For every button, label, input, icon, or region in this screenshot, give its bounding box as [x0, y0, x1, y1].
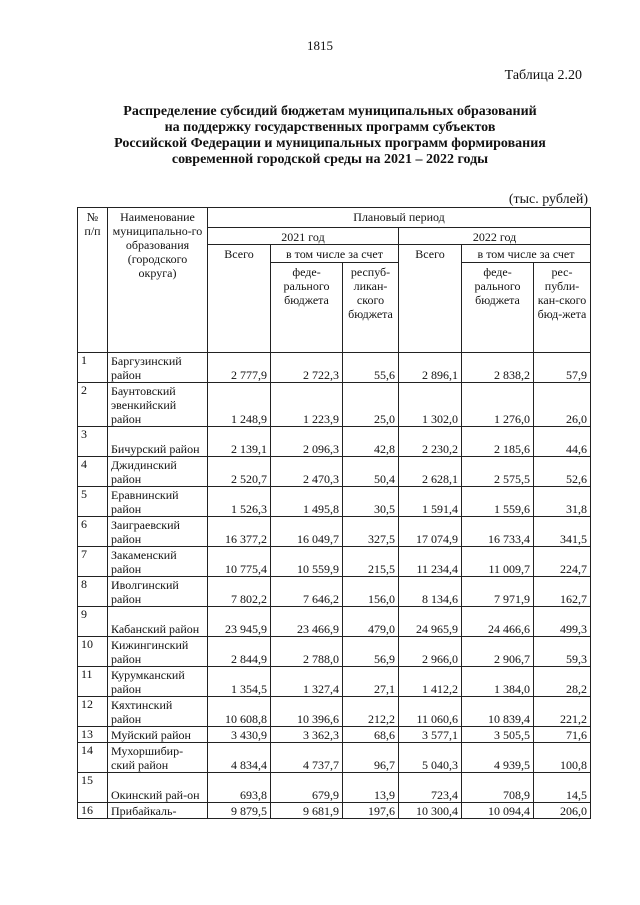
units-label: (тыс. рублей) [508, 192, 588, 207]
federal-2022: 1 384,0 [462, 667, 534, 697]
header-name: Наименование муниципально-го образования (городского округа) [108, 208, 208, 353]
table-row [78, 457, 591, 487]
republic-2021: 156,0 [343, 577, 399, 607]
header-republic-2021: респуб-ликан-ского бюджета [343, 263, 399, 353]
title-line: современной городской среды на 2021 – 2022 годы [171, 152, 489, 167]
total-2021: 2 844,9 [208, 637, 271, 667]
header-including-2021: в том числе за счет [271, 245, 399, 263]
header-including-2022: в том числе за счет [462, 245, 591, 263]
republic-2022: 59,3 [534, 637, 591, 667]
total-2022: 3 577,1 [399, 727, 462, 743]
republic-2022: 71,6 [534, 727, 591, 743]
total-2021: 10 608,8 [208, 697, 271, 727]
header-year-2021: 2021 год [208, 228, 399, 245]
republic-2022: 28,2 [534, 667, 591, 697]
federal-2022: 10 839,4 [462, 697, 534, 727]
total-2021: 693,8 [208, 773, 271, 803]
federal-2021: 2 096,3 [271, 427, 343, 457]
republic-2021: 197,6 [343, 803, 399, 819]
table-row [78, 427, 591, 457]
total-2022: 8 134,6 [399, 577, 462, 607]
federal-2021: 3 362,3 [271, 727, 343, 743]
table-row [78, 803, 591, 819]
total-2021: 2 777,9 [208, 353, 271, 383]
table-label: Таблица 2.20 [504, 68, 582, 83]
federal-2022: 7 971,9 [462, 577, 534, 607]
federal-2021: 1 327,4 [271, 667, 343, 697]
header-planned-period: Плановый период [208, 208, 591, 228]
federal-2022: 11 009,7 [462, 547, 534, 577]
header-number: № п/п [78, 208, 108, 353]
municipality-name: Окинский рай-он [108, 773, 208, 803]
municipality-name: Иволгинский район [108, 577, 208, 607]
row-number: 12 [78, 697, 108, 727]
table-header [78, 208, 591, 353]
republic-2022: 221,2 [534, 697, 591, 727]
total-2022: 1 412,2 [399, 667, 462, 697]
header-federal-2022: феде-рального бюджета [462, 263, 534, 353]
municipality-name: Кяхтинский район [108, 697, 208, 727]
row-number: 5 [78, 487, 108, 517]
republic-2021: 27,1 [343, 667, 399, 697]
federal-2021: 23 466,9 [271, 607, 343, 637]
total-2022: 5 040,3 [399, 743, 462, 773]
header-federal-2021: феде-рального бюджета [271, 263, 343, 353]
municipality-name: Прибайкаль- [108, 803, 208, 819]
total-2021: 2 139,1 [208, 427, 271, 457]
federal-2022: 3 505,5 [462, 727, 534, 743]
row-number: 7 [78, 547, 108, 577]
table-row [78, 667, 591, 697]
row-number: 6 [78, 517, 108, 547]
republic-2022: 499,3 [534, 607, 591, 637]
federal-2021: 4 737,7 [271, 743, 343, 773]
republic-2021: 215,5 [343, 547, 399, 577]
municipality-name: Заиграевский район [108, 517, 208, 547]
municipality-name: Мухоршибир-ский район [108, 743, 208, 773]
republic-2021: 68,6 [343, 727, 399, 743]
row-number: 15 [78, 773, 108, 803]
municipality-name: Муйский район [108, 727, 208, 743]
total-2021: 2 520,7 [208, 457, 271, 487]
federal-2022: 4 939,5 [462, 743, 534, 773]
row-number: 4 [78, 457, 108, 487]
federal-2021: 1 223,9 [271, 383, 343, 427]
table-row [78, 697, 591, 727]
title-line: Российской Федерации и муниципальных программ формирования [114, 136, 546, 151]
federal-2022: 1 559,6 [462, 487, 534, 517]
republic-2021: 479,0 [343, 607, 399, 637]
row-number: 8 [78, 577, 108, 607]
republic-2021: 42,8 [343, 427, 399, 457]
republic-2022: 224,7 [534, 547, 591, 577]
total-2022: 11 234,4 [399, 547, 462, 577]
republic-2022: 341,5 [534, 517, 591, 547]
table-row [78, 517, 591, 547]
row-number: 16 [78, 803, 108, 819]
federal-2021: 9 681,9 [271, 803, 343, 819]
total-2022: 24 965,9 [399, 607, 462, 637]
table-row [78, 577, 591, 607]
row-number: 11 [78, 667, 108, 697]
republic-2021: 25,0 [343, 383, 399, 427]
federal-2022: 2 185,6 [462, 427, 534, 457]
page-number: 1815 [307, 38, 333, 53]
federal-2021: 10 396,6 [271, 697, 343, 727]
total-2022: 1 302,0 [399, 383, 462, 427]
title-line: на поддержку государственных программ субъектов [164, 120, 496, 135]
municipality-name: Еравнинский район [108, 487, 208, 517]
republic-2021: 50,4 [343, 457, 399, 487]
header-republic-2022: рес-публи-кан-ского бюд-жета [534, 263, 591, 353]
federal-2021: 7 646,2 [271, 577, 343, 607]
row-number: 1 [78, 353, 108, 383]
federal-2022: 2 906,7 [462, 637, 534, 667]
row-number: 14 [78, 743, 108, 773]
republic-2022: 206,0 [534, 803, 591, 819]
table-row [78, 637, 591, 667]
republic-2021: 30,5 [343, 487, 399, 517]
total-2021: 1 354,5 [208, 667, 271, 697]
row-number: 10 [78, 637, 108, 667]
total-2021: 7 802,2 [208, 577, 271, 607]
header-year-2022: 2022 год [399, 228, 591, 245]
header-total-2021: Всего [208, 245, 271, 353]
municipality-name: Курумканский район [108, 667, 208, 697]
federal-2021: 2 722,3 [271, 353, 343, 383]
table-body [78, 353, 591, 819]
municipality-name: Баргузинский район [108, 353, 208, 383]
table-row [78, 607, 591, 637]
total-2022: 11 060,6 [399, 697, 462, 727]
federal-2022: 1 276,0 [462, 383, 534, 427]
republic-2022: 44,6 [534, 427, 591, 457]
table-row [78, 487, 591, 517]
total-2022: 2 896,1 [399, 353, 462, 383]
subsidies-table [77, 207, 591, 819]
republic-2021: 55,6 [343, 353, 399, 383]
municipality-name: Баунтовский эвенкийский район [108, 383, 208, 427]
row-number: 13 [78, 727, 108, 743]
federal-2022: 16 733,4 [462, 517, 534, 547]
document-title [70, 104, 590, 168]
republic-2022: 14,5 [534, 773, 591, 803]
federal-2021: 2 470,3 [271, 457, 343, 487]
total-2022: 2 230,2 [399, 427, 462, 457]
republic-2022: 31,8 [534, 487, 591, 517]
total-2021: 10 775,4 [208, 547, 271, 577]
federal-2022: 24 466,6 [462, 607, 534, 637]
federal-2021: 679,9 [271, 773, 343, 803]
federal-2021: 10 559,9 [271, 547, 343, 577]
header-total-2022: Всего [399, 245, 462, 353]
total-2021: 3 430,9 [208, 727, 271, 743]
total-2022: 10 300,4 [399, 803, 462, 819]
total-2021: 4 834,4 [208, 743, 271, 773]
municipality-name: Закаменский район [108, 547, 208, 577]
federal-2021: 16 049,7 [271, 517, 343, 547]
total-2021: 9 879,5 [208, 803, 271, 819]
republic-2022: 162,7 [534, 577, 591, 607]
republic-2021: 56,9 [343, 637, 399, 667]
total-2022: 723,4 [399, 773, 462, 803]
row-number: 3 [78, 427, 108, 457]
republic-2021: 212,2 [343, 697, 399, 727]
municipality-name: Бичурский район [108, 427, 208, 457]
republic-2022: 57,9 [534, 353, 591, 383]
republic-2022: 52,6 [534, 457, 591, 487]
table-row [78, 383, 591, 427]
federal-2021: 1 495,8 [271, 487, 343, 517]
federal-2022: 708,9 [462, 773, 534, 803]
total-2022: 1 591,4 [399, 487, 462, 517]
table-row [78, 547, 591, 577]
total-2021: 23 945,9 [208, 607, 271, 637]
total-2022: 2 966,0 [399, 637, 462, 667]
total-2021: 16 377,2 [208, 517, 271, 547]
municipality-name: Джидинский район [108, 457, 208, 487]
total-2022: 17 074,9 [399, 517, 462, 547]
federal-2021: 2 788,0 [271, 637, 343, 667]
republic-2021: 327,5 [343, 517, 399, 547]
table-row [78, 773, 591, 803]
total-2021: 1 526,3 [208, 487, 271, 517]
republic-2021: 96,7 [343, 743, 399, 773]
table-row [78, 727, 591, 743]
republic-2022: 100,8 [534, 743, 591, 773]
table-row [78, 353, 591, 383]
municipality-name: Кижингинский район [108, 637, 208, 667]
total-2021: 1 248,9 [208, 383, 271, 427]
federal-2022: 2 575,5 [462, 457, 534, 487]
federal-2022: 10 094,4 [462, 803, 534, 819]
total-2022: 2 628,1 [399, 457, 462, 487]
row-number: 2 [78, 383, 108, 427]
title-line: Распределение субсидий бюджетам муниципальных образований [123, 104, 537, 119]
municipality-name: Кабанский район [108, 607, 208, 637]
table-row [78, 743, 591, 773]
row-number: 9 [78, 607, 108, 637]
federal-2022: 2 838,2 [462, 353, 534, 383]
republic-2022: 26,0 [534, 383, 591, 427]
republic-2021: 13,9 [343, 773, 399, 803]
